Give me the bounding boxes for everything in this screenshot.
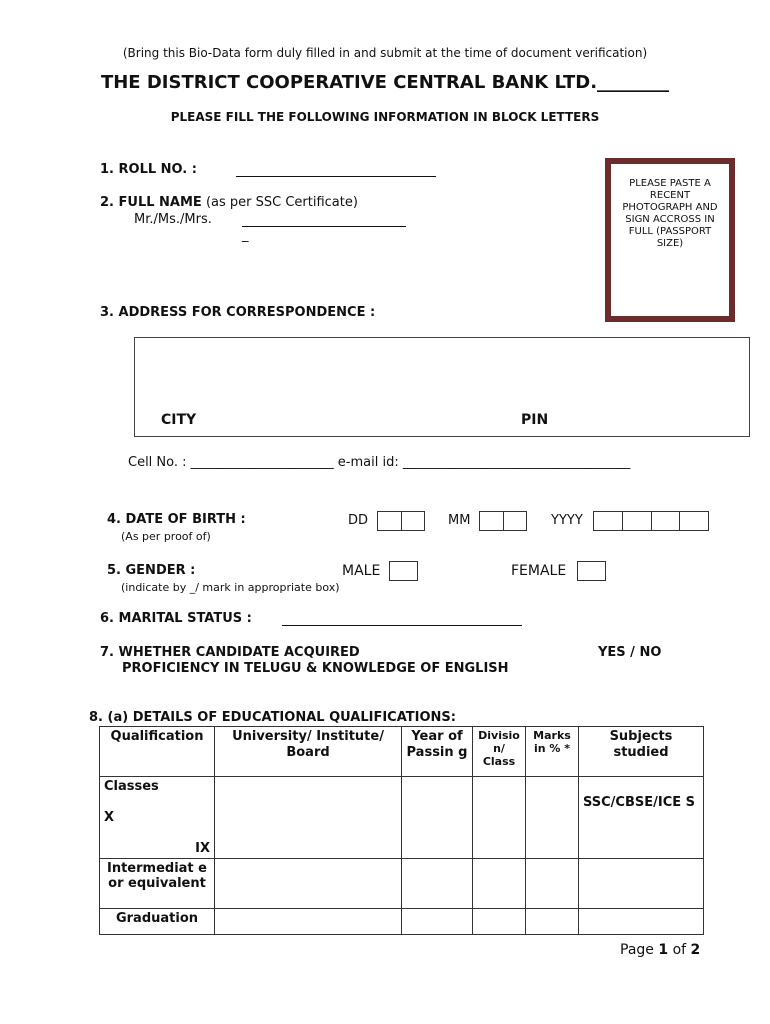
col-university: University/ Institute/ Board bbox=[215, 727, 402, 777]
pin-label: PIN bbox=[521, 412, 549, 428]
cell-university-inter[interactable] bbox=[215, 859, 402, 909]
table-row bbox=[100, 909, 704, 935]
cell-subjects-grad[interactable] bbox=[579, 909, 704, 935]
gender-note: (indicate by _/ mark in appropriate box) bbox=[121, 581, 340, 594]
full-name-field[interactable] bbox=[242, 212, 406, 227]
address-box[interactable] bbox=[134, 337, 750, 437]
male-label: MALE bbox=[342, 563, 381, 579]
full-name-tail: _ bbox=[242, 228, 249, 243]
education-table bbox=[99, 726, 704, 935]
header-note: (Bring this Bio-Data form duly filled in and submit at the time of document verification) bbox=[122, 46, 648, 60]
cell-graduation: Graduation bbox=[100, 909, 215, 935]
yes-no-option[interactable]: YES / NO bbox=[598, 645, 662, 660]
female-checkbox[interactable] bbox=[577, 561, 606, 581]
male-checkbox[interactable] bbox=[389, 561, 418, 581]
col-year: Year of Passin g bbox=[402, 727, 473, 777]
col-division: Divisio n/ Class bbox=[473, 727, 526, 777]
full-name-label: 2. FULL NAME (as per SSC Certificate) bbox=[100, 195, 358, 210]
table-row bbox=[100, 859, 704, 909]
cell-intermediate: Intermediat e or equivalent bbox=[100, 859, 215, 909]
cell-subjects-inter[interactable] bbox=[579, 859, 704, 909]
dd-label: DD bbox=[348, 513, 369, 528]
roll-no-label: 1. ROLL NO. : bbox=[100, 162, 197, 177]
marital-status-field[interactable] bbox=[282, 611, 522, 626]
cell-subjects-x: SSC/CBSE/ICE S bbox=[579, 777, 704, 859]
cell-classes: Classes X IX bbox=[100, 777, 215, 859]
photo-box: PLEASE PASTE A RECENT PHOTOGRAPH AND SIGN ACCROSS IN FULL (PASSPORT SIZE) bbox=[605, 158, 735, 322]
marital-status-label: 6. MARITAL STATUS : bbox=[100, 611, 252, 626]
page-number: Page 1 of 2 bbox=[620, 942, 701, 958]
city-label: CITY bbox=[161, 412, 197, 428]
cell-division-grad[interactable] bbox=[473, 909, 526, 935]
gender-label: 5. GENDER : bbox=[107, 563, 196, 578]
roll-no-field[interactable] bbox=[236, 162, 436, 177]
col-subjects: Subjects studied bbox=[579, 727, 704, 777]
cell-marks-inter[interactable] bbox=[526, 859, 579, 909]
yyyy-box[interactable] bbox=[593, 511, 709, 531]
dd-box[interactable] bbox=[377, 511, 425, 531]
education-heading: 8. (a) DETAILS OF EDUCATIONAL QUALIFICATIONS: bbox=[89, 710, 456, 725]
col-qualification: Qualification bbox=[100, 727, 215, 777]
female-label: FEMALE bbox=[511, 563, 567, 579]
cell-year-inter[interactable] bbox=[402, 859, 473, 909]
cell-division-inter[interactable] bbox=[473, 859, 526, 909]
cell-year-x[interactable] bbox=[402, 777, 473, 859]
dob-label: 4. DATE OF BIRTH : bbox=[107, 512, 246, 527]
cell-division-x[interactable] bbox=[473, 777, 526, 859]
telugu-question-line-1: 7. WHETHER CANDIDATE ACQUIRED bbox=[100, 645, 360, 660]
instruction: PLEASE FILL THE FOLLOWING INFORMATION IN BLOCK LETTERS bbox=[170, 110, 600, 124]
yyyy-label: YYYY bbox=[551, 513, 583, 528]
mm-box[interactable] bbox=[479, 511, 527, 531]
bank-title: THE DISTRICT COOPERATIVE CENTRAL BANK LTD.________ bbox=[100, 72, 670, 93]
cell-marks-grad[interactable] bbox=[526, 909, 579, 935]
table-row bbox=[100, 777, 704, 859]
dob-note: (As per proof of) bbox=[121, 530, 211, 543]
mm-label: MM bbox=[448, 513, 471, 528]
telugu-question-line-2: PROFICIENCY IN TELUGU & KNOWLEDGE OF ENGLISH bbox=[122, 661, 509, 676]
cell-marks-x[interactable] bbox=[526, 777, 579, 859]
cell-email-line[interactable]: Cell No. : ______________________ e-mail id: ___________________________________ bbox=[128, 455, 631, 470]
cell-year-grad[interactable] bbox=[402, 909, 473, 935]
cell-university-grad[interactable] bbox=[215, 909, 402, 935]
salutation: Mr./Ms./Mrs. bbox=[134, 212, 212, 227]
address-label: 3. ADDRESS FOR CORRESPONDENCE : bbox=[100, 305, 376, 320]
cell-university-x[interactable] bbox=[215, 777, 402, 859]
col-marks: Marks in % * bbox=[526, 727, 579, 777]
